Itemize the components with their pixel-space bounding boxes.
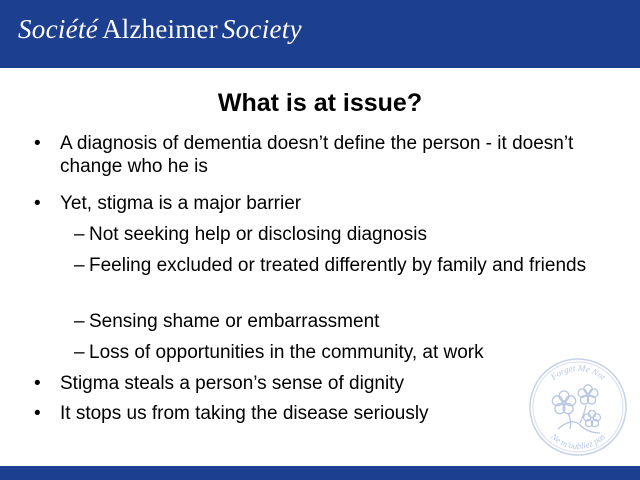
footer-band	[0, 466, 640, 480]
header-band	[0, 0, 640, 68]
forget-me-not-flower-icon	[528, 355, 628, 459]
sub-bullet-text: Not seeking help or disclosing diagnosis	[89, 224, 427, 245]
logo-word-alzheimer: Alzheimer	[102, 14, 218, 44]
sub-bullet-marker: –	[74, 224, 85, 245]
bullet-item	[0, 402, 600, 425]
seal-top-text: Forget Me Not	[548, 362, 608, 382]
alzheimer-society-logo	[18, 14, 302, 54]
sub-bullet-text: Sensing shame or embarrassment	[89, 311, 380, 332]
sub-bullet-marker: –	[74, 342, 85, 363]
bullet-text: Stigma steals a person’s sense of dignity	[60, 373, 404, 394]
slide-title: What is at issue?	[217, 89, 423, 117]
sub-bullet-item	[0, 223, 600, 246]
sub-bullet-item	[0, 254, 600, 300]
bullet-text: A diagnosis of dementia doesn’t define the person - it doesn’t change who he is	[60, 133, 574, 177]
bullet-item	[0, 372, 600, 395]
logo-word-society: Society	[221, 14, 302, 44]
sub-bullet-text: Feeling excluded or treated differently by family and friends	[89, 255, 587, 276]
sub-bullet-text: Loss of opportunities in the community, at work	[89, 342, 484, 363]
sub-bullet-marker: –	[74, 255, 85, 276]
bullet-text: It stops us from taking the disease seriously	[60, 403, 429, 424]
sub-bullet-marker: –	[74, 311, 85, 332]
bullet-marker: •	[34, 373, 41, 394]
bullet-marker: •	[34, 403, 41, 424]
svg-text:Forget Me Not	[548, 363, 608, 383]
sub-bullet-item	[0, 310, 600, 333]
bullet-text: Yet, stigma is a major barrier	[60, 193, 302, 214]
seal-bottom-text: Ne m'oubliez pas	[549, 431, 607, 452]
bullet-marker: •	[34, 133, 41, 154]
forget-me-not-seal	[528, 355, 628, 459]
sub-bullet-item	[0, 341, 600, 364]
bullet-marker: •	[34, 193, 41, 214]
bullet-item	[0, 192, 600, 215]
svg-text:Ne m'oubliez pas	[548, 431, 607, 451]
bullet-item	[0, 132, 600, 178]
logo-word-societe: Société	[18, 14, 99, 44]
